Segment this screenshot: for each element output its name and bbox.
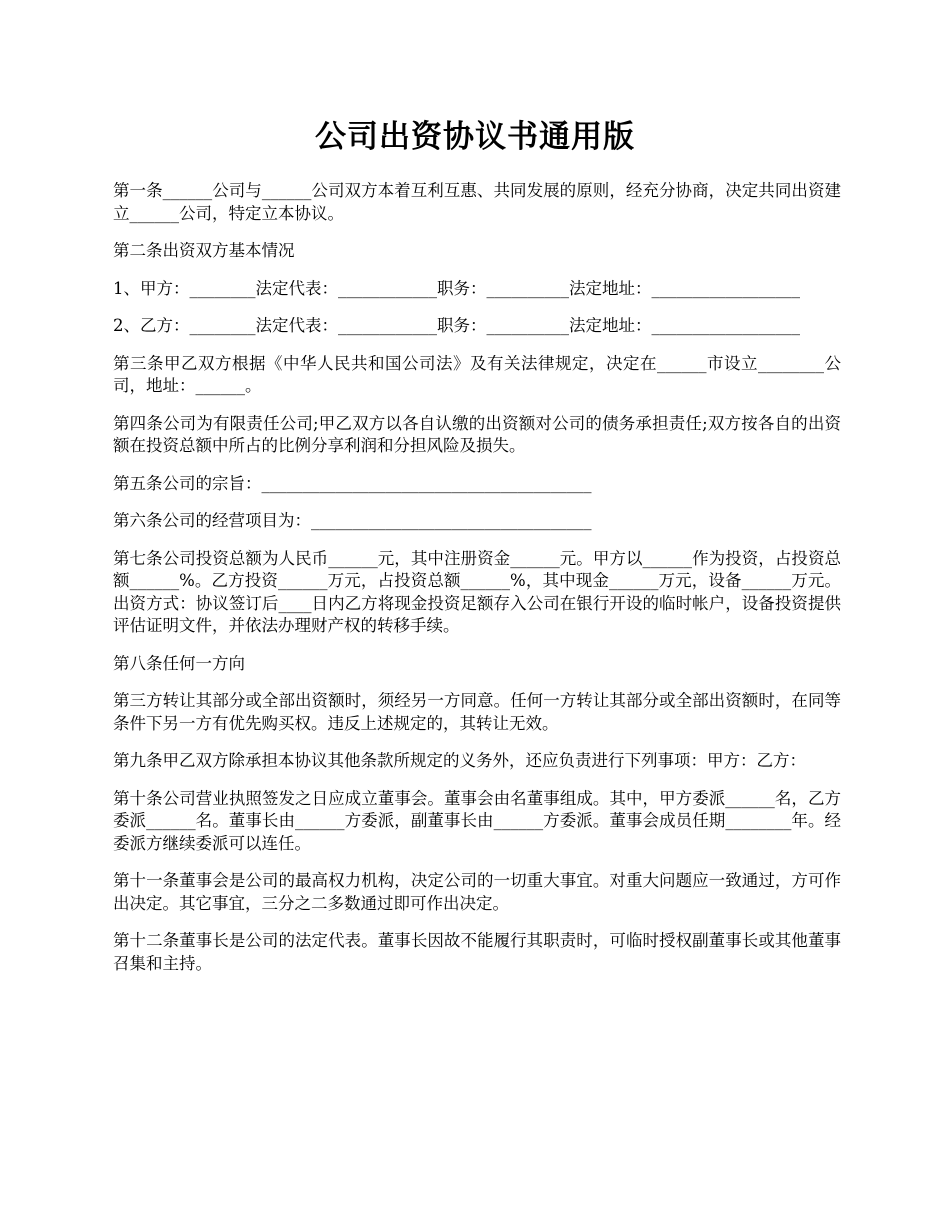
article-6-paragraph: 第六条公司的经营项目为：__________________________________ [113,511,592,530]
article-12-paragraph: 第十二条董事长是公司的法定代表。董事长因故不能履行其职责时，可临时授权副董事长或其他董事召集和主持。 [113,931,841,973]
article-10-paragraph: 第十条公司营业执照签发之日应成立董事会。董事会由名董事组成。其中，甲方委派______名，乙方委派______名。董事长由______方委派，副董事长由______方委派。董事会成员任期________年。经委派方继续委派可以连任。 [113,788,841,853]
article-11-paragraph: 第十一条董事会是公司的最高权力机构，决定公司的一切重大事宜。对重大问题应一致通过，方可作出决定。其它事宜，三分之二多数通过即可作出决定。 [113,871,841,913]
article-2-heading: 第二条出资双方基本情况 [113,241,295,260]
party-a-info: 1、甲方：________法定代表：____________职务：__________法定地址：__________________ [113,278,800,298]
article-1-paragraph: 第一条______公司与______公司双方本着互利互惠、共同发展的原则，经充分协商，决定共同出资建立______公司，特定立本协议。 [113,181,841,223]
article-9-paragraph: 第九条甲乙双方除承担本协议其他条款所规定的义务外，还应负责进行下列事项：甲方：乙方： [113,751,806,770]
document-body [113,180,841,990]
document-title: 公司出资协议书通用版 [315,119,635,155]
article-7-paragraph: 第七条公司投资总额为人民币______元，其中注册资金______元。甲方以______作为投资，占投资总额______%。乙方投资______万元，占投资总额______%，其中现金______万元，设备______万元。出资方式：协议签订后____日内乙方将现金投资足额存入公司在银行开设的临时帐户，设备投资提供评估证明文件，并依法办理财产权的转移手续。 [113,548,841,635]
article-8-heading: 第八条任何一方向 [113,653,245,673]
article-8-paragraph: 第三方转让其部分或全部出资额时，须经另一方同意。任何一方转让其部分或全部出资额时，在同等条件下另一方有优先购买权。违反上述规定的，其转让无效。 [113,691,841,733]
article-4-paragraph: 第四条公司为有限责任公司;甲乙双方以各自认缴的出资额对公司的债务承担责任;双方按各自的出资额在投资总额中所占的比例分享利润和分担风险及损失。 [113,413,841,455]
party-b-info: 2、乙方：________法定代表：____________职务：__________法定地址：__________________ [113,316,800,335]
article-5-paragraph: 第五条公司的宗旨：________________________________________ [113,473,592,493]
article-3-paragraph: 第三条甲乙双方根据《中华人民共和国公司法》及有关法律规定，决定在______市设立________公司，地址：______。 [113,353,841,395]
